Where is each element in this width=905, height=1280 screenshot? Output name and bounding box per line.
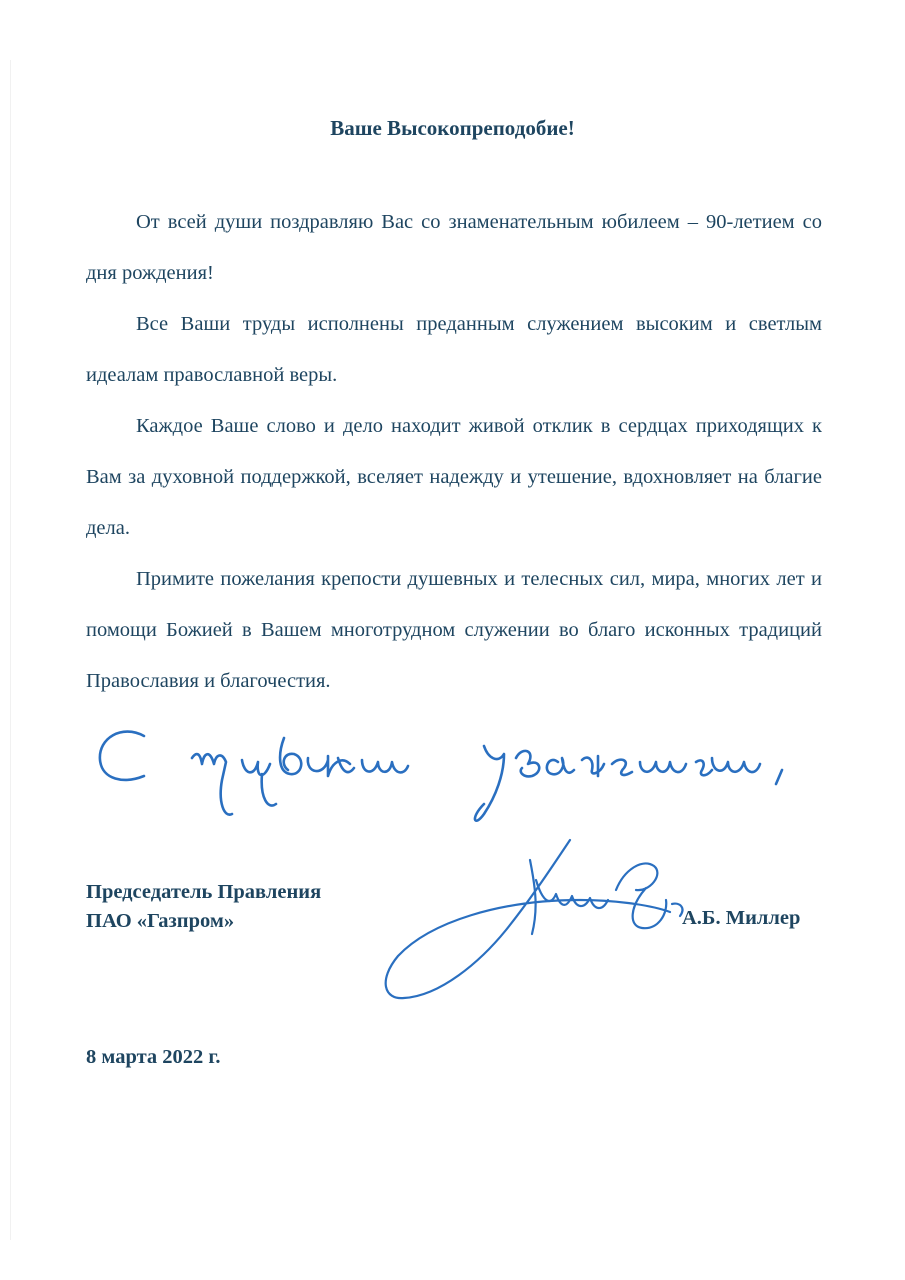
letter-body [86, 197, 822, 707]
letter-date: 8 марта 2022 г. [86, 1046, 221, 1068]
salutation: Ваше Высокопреподобие! [330, 116, 575, 140]
paragraph-service: Все Ваши труды исполнены преданным служением высоким и светлым идеалам православной веры. [86, 313, 822, 386]
signature [380, 830, 700, 1010]
paragraph-wishes: Примите пожелания крепости душевных и телесных сил, мира, многих лет и помощи Божией в Вашем многотрудном служении во благо исконных традиций Православия и благочестия. [86, 568, 822, 692]
handwritten-closing [92, 718, 852, 838]
paragraph-response: Каждое Ваше слово и дело находит живой отклик в сердцах приходящих к Вам за духовной поддержкой, вселяет надежду и утешение, вдохновляет на благие дела. [86, 415, 822, 539]
scan-edge [10, 60, 11, 1240]
sender-company: ПАО «Газпром» [86, 910, 235, 932]
sender-title [86, 878, 321, 936]
paragraph-congratulation: От всей души поздравляю Вас со знаменательным юбилеем – 90-летием со дня рождения! [86, 211, 822, 284]
sender-position: Председатель Правления [86, 881, 322, 903]
signatory-name: А.Б. Миллер [682, 907, 801, 929]
